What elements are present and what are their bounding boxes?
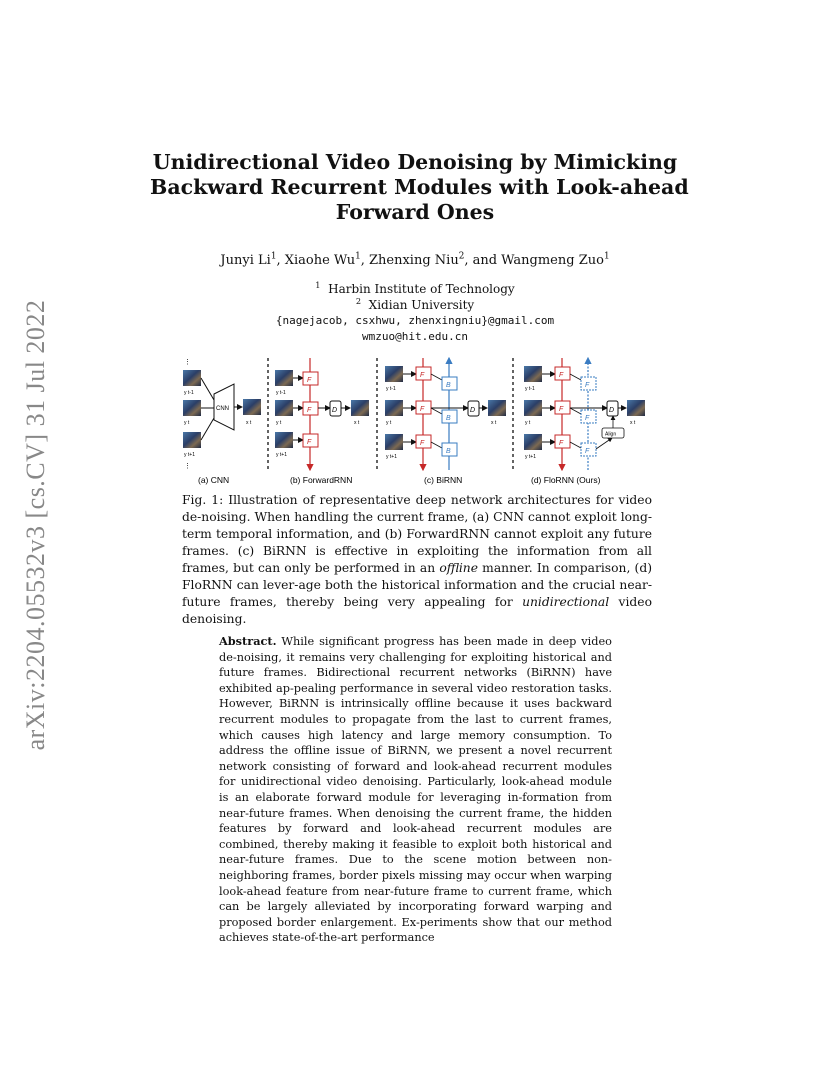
paper-title — [150, 150, 689, 225]
panel-label: (b) ForwardRNN — [290, 475, 353, 485]
frame-thumbnail — [385, 366, 403, 382]
output-label: x t — [491, 420, 497, 426]
panel-label: (d) FloRNN (Ours) — [531, 475, 601, 485]
frame-thumbnail — [385, 400, 403, 416]
panel-cnn — [183, 359, 261, 470]
panel-label: (c) BiRNN — [424, 475, 463, 485]
backward-label: B — [446, 382, 451, 389]
abstract-text: While significant progress has been made in deep video de-noising, it remains very challenging for exploiting historical and future frames. Bidirectional recurrent networks (BiRNN) have exhibited ap-pealing performance in several video restoration tasks. However, BiRNN is intrinsically offline because it uses backward recurrent modules to propagate from the last to current frames, which causes high latency and large memory consumption. To address the offline issue of BiRNN, we present a novel recurrent network consisting of forward and look-ahead recurrent modules for unidirectional video denoising. Particularly, look-ahead module is an elaborate forward module for leveraging in-formation from near-future frames. When denoising the current frame, the hidden features by forward and look-ahead recurrent modules are combined, thereby making it feasible to exploit both historical and near-future frames. Due to the scene motion between non-neighboring frames, border pixels missing may occur when warping look-ahead feature from near-future frame to current frame, which can be largely alleviated by incorporating forward warping and proposed border enlargement. Ex-periments show that our method achieves state-of-the-art performance — [219, 635, 612, 945]
output-label: x t — [246, 420, 252, 426]
email-line: wmzuo@hit.edu.cn — [362, 330, 468, 343]
frame-label: y t-1 — [276, 390, 286, 396]
figure-architectures — [180, 352, 650, 490]
forward-label: F — [420, 372, 425, 379]
author-affiliation-mark: 1 — [603, 251, 610, 262]
affiliation-name: Harbin Institute of Technology — [328, 282, 515, 296]
author-name: Junyi Li — [220, 253, 271, 268]
align-label: Align — [605, 431, 617, 438]
output-label: x t — [630, 420, 636, 426]
ellipsis-icon: ⋮ — [184, 463, 191, 470]
frame-label: y t-1 — [386, 386, 396, 392]
output-thumbnail — [243, 399, 261, 415]
output-thumbnail — [627, 400, 645, 416]
panel-label: (a) CNN — [198, 475, 230, 485]
affiliation-line — [150, 297, 680, 313]
decoder-label: D — [609, 407, 615, 414]
frame-label: y t — [184, 420, 190, 426]
backward-label: B — [446, 415, 451, 422]
affiliation-name: Xidian University — [368, 298, 475, 312]
output-thumbnail — [488, 400, 506, 416]
frame-thumbnail — [275, 400, 293, 416]
forward-label: F — [559, 372, 564, 379]
title-line: Backward Recurrent Modules with Look-ahead — [150, 175, 689, 199]
email-line: {nagejacob, csxhwu, zhenxingniu}@gmail.com — [275, 314, 555, 327]
caption-emphasis: offline — [439, 561, 478, 575]
frame-thumbnail — [275, 370, 293, 386]
title-line: Forward Ones — [335, 200, 495, 224]
caption-emphasis: unidirectional — [522, 595, 610, 609]
output-thumbnail — [351, 400, 369, 416]
lookahead-label: F — [585, 448, 590, 455]
arxiv-identifier: arXiv:2204.05532v3 [cs.CV] 31 Jul 2022 — [21, 299, 50, 751]
caption-label: Fig. 1: — [182, 493, 224, 507]
backward-label: B — [446, 448, 451, 455]
frame-label: y t+1 — [276, 452, 287, 458]
frame-thumbnail — [183, 370, 201, 386]
frame-thumbnail — [183, 432, 201, 448]
abstract — [219, 634, 612, 946]
forward-label: F — [420, 406, 425, 413]
frame-label: y t+1 — [386, 454, 397, 460]
forward-label: F — [307, 439, 312, 446]
architecture-diagram — [180, 352, 650, 490]
affiliation-mark: 2 — [355, 296, 362, 306]
caption-text: manner. In comparison, (d) FloRNN can lever-age both the historical information and the crucial near-future frames, thereby being very appealing for — [182, 561, 652, 609]
lookahead-label: F — [585, 415, 590, 422]
frame-thumbnail — [385, 434, 403, 450]
frame-label: y t-1 — [184, 390, 194, 396]
caption-text: video denoising. — [182, 595, 652, 626]
panel-forward-rnn — [275, 358, 369, 470]
cnn-label: CNN — [216, 406, 229, 412]
affiliations — [150, 281, 680, 345]
forward-label: F — [420, 440, 425, 447]
frame-thumbnail — [275, 432, 293, 448]
forward-label: F — [559, 440, 564, 447]
forward-label: F — [307, 377, 312, 384]
lookahead-label: F — [585, 382, 590, 389]
frame-thumbnail — [524, 434, 542, 450]
caption-text: Illustration of representative deep network architectures for video de-noising. When handling the current frame, (a) CNN cannot exploit long-term temporal information, and (b) ForwardRNN cannot exploit any future frames. (c) BiRNN is effective in exploiting the information from all frames, but can only be performed in an — [182, 493, 652, 575]
frame-thumbnail — [524, 400, 542, 416]
output-label: x t — [354, 420, 360, 426]
author-affiliation-mark: 1 — [355, 251, 361, 262]
arxiv-identifier-sidebar — [14, 290, 58, 760]
decoder-label: D — [470, 407, 476, 414]
author-name: Wangmeng Zuo — [501, 253, 604, 268]
frame-label: y t — [386, 420, 392, 426]
frame-label: y t — [525, 420, 531, 426]
frame-label: y t+1 — [525, 454, 536, 460]
affiliation-mark: 1 — [315, 280, 321, 290]
title-line: Unidirectional Video Denoising by Mimicking — [152, 150, 678, 174]
author-affiliation-mark: 1 — [270, 251, 277, 262]
forward-label: F — [559, 406, 564, 413]
author-list: Junyi Li$^1$, Xiaohe Wu$^1$, Zhenxing Niu$^2$, and Wangmeng Zuo$^1$ — [220, 251, 610, 268]
frame-label: y t — [276, 420, 282, 426]
panel-flornn — [524, 358, 645, 470]
author-affiliation-mark: 2 — [458, 251, 465, 262]
decoder-label: D — [332, 407, 338, 414]
author-name: Xiaohe Wu — [284, 253, 356, 268]
figure-caption — [182, 492, 652, 628]
frame-thumbnail — [524, 366, 542, 382]
frame-label: y t-1 — [525, 386, 535, 392]
abstract-label: Abstract. — [219, 634, 277, 648]
author-name: Zhenxing Niu — [369, 253, 459, 268]
forward-label: F — [307, 407, 312, 414]
panel-birnn — [385, 358, 506, 470]
ellipsis-icon: ⋮ — [184, 359, 191, 366]
frame-thumbnail — [183, 400, 201, 416]
frame-label: y t+1 — [184, 452, 195, 458]
affiliation-line — [150, 281, 680, 297]
